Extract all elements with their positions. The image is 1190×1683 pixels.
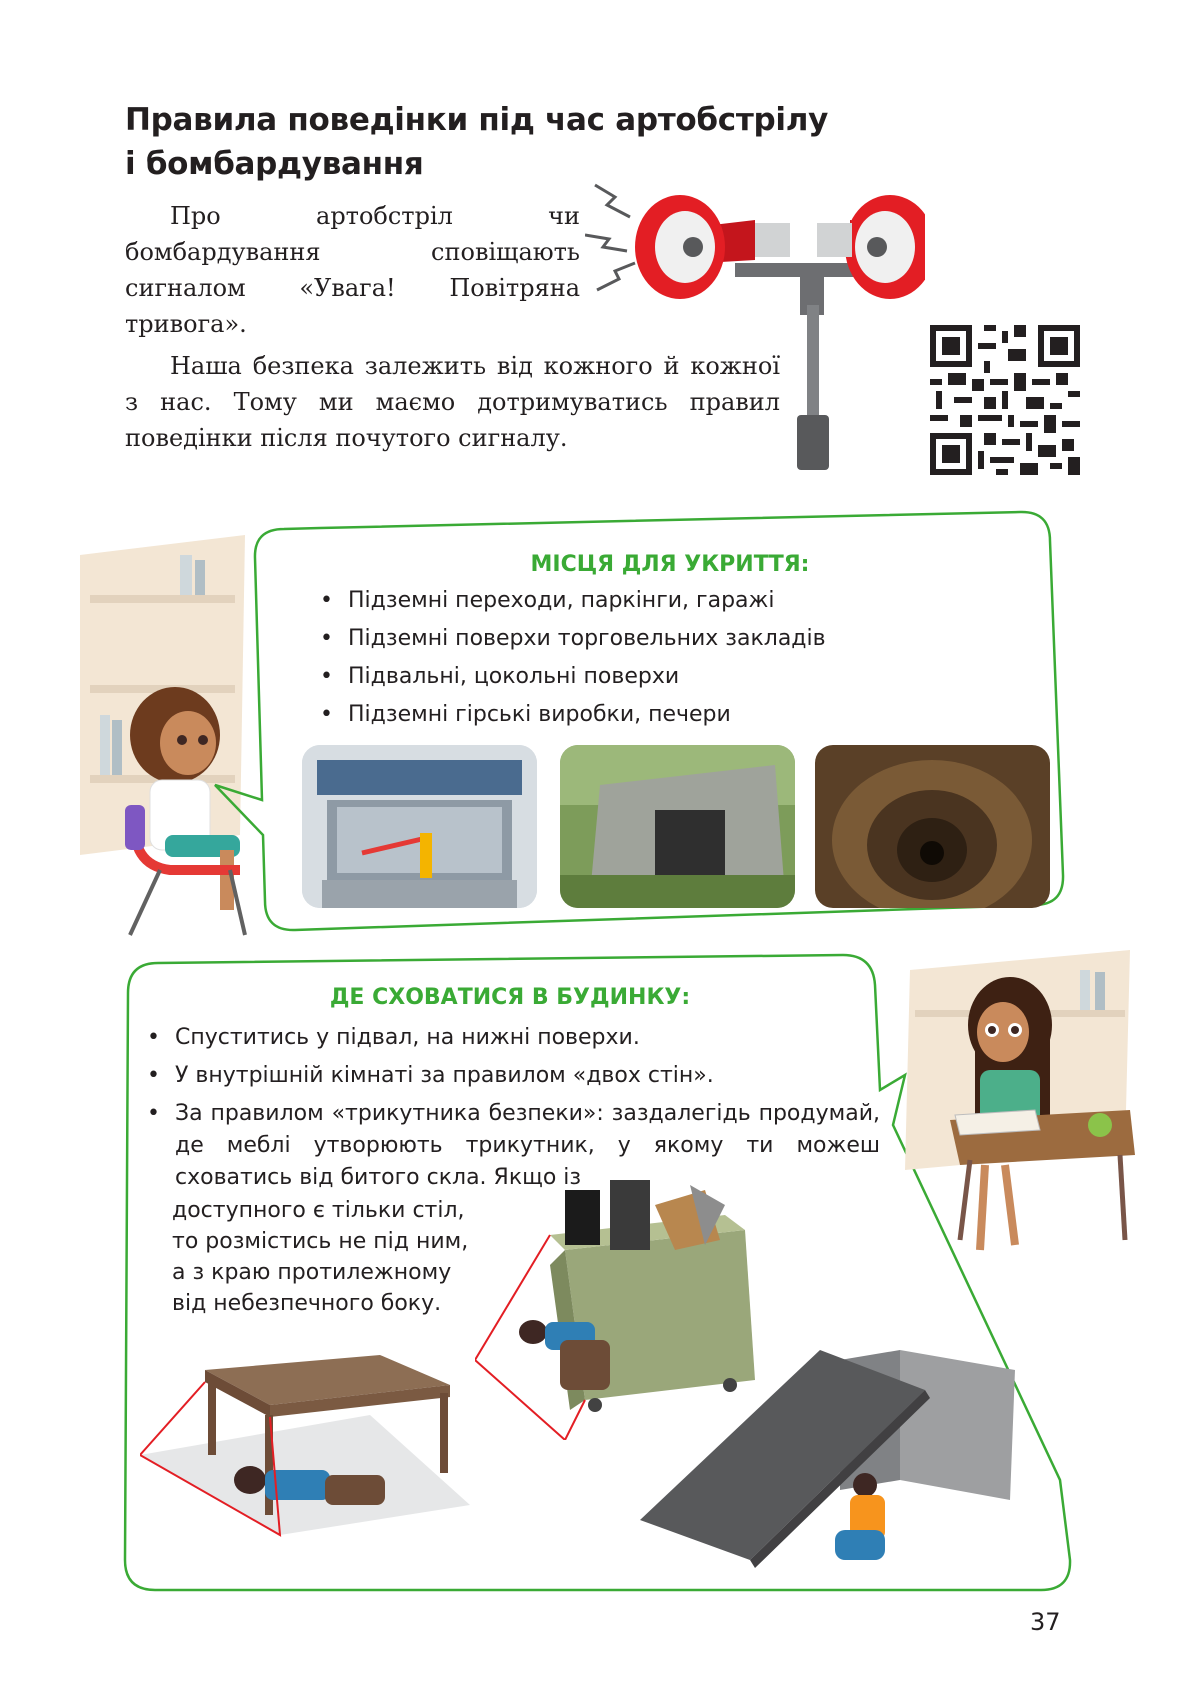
page-number: 37 <box>1030 1608 1061 1636</box>
shelter-box-title: МІСЦЯ ДЛЯ УКРИТТЯ: <box>530 552 810 577</box>
home-list-continuation: доступного є тільки стіл, то розмістись не під ним, а з краю протилежному від небезпечного боку. <box>172 1198 469 1316</box>
list-item: • Підземні гірські виробки, печери <box>318 696 958 734</box>
list-item: • Підземні переходи, паркінги, гаражі <box>318 582 958 620</box>
home-box-title: ДЕ СХОВАТИСЯ В БУДИНКУ: <box>329 985 691 1010</box>
list-item: • Підвальні, цокольні поверхи <box>318 658 958 696</box>
list-item: • За правилом «трикутника безпеки»: заздалегідь продумай, де меблі утворюють трикутник, у якому ти можеш сховатись від битого скла. Якщо із <box>145 1098 880 1194</box>
page-title: Правила поведінки під час артобстрілу і бомбардування <box>125 102 829 182</box>
list-item: • У внутрішній кімнаті за правилом «двох стін». <box>145 1060 880 1092</box>
table-triangle-illustration <box>140 1355 470 1585</box>
girl-at-desk-illustration <box>900 950 1140 1260</box>
intro-paragraph-1: Про артобстріл чи бомбардування сповіщають сигналом «Увага! Повітряна тривога». <box>125 202 580 338</box>
list-item: • Спуститись у підвал, на нижні поверхи. <box>145 1022 880 1054</box>
slab-shelter-illustration <box>640 1350 1020 1570</box>
intro-paragraph-2: Наша безпека залежить від кожного й кожної з нас. Тому ми маємо дотримуватись правил поведінки після почутого сигналу. <box>125 352 780 452</box>
list-item: • Підземні поверхи торговельних закладів <box>318 620 958 658</box>
